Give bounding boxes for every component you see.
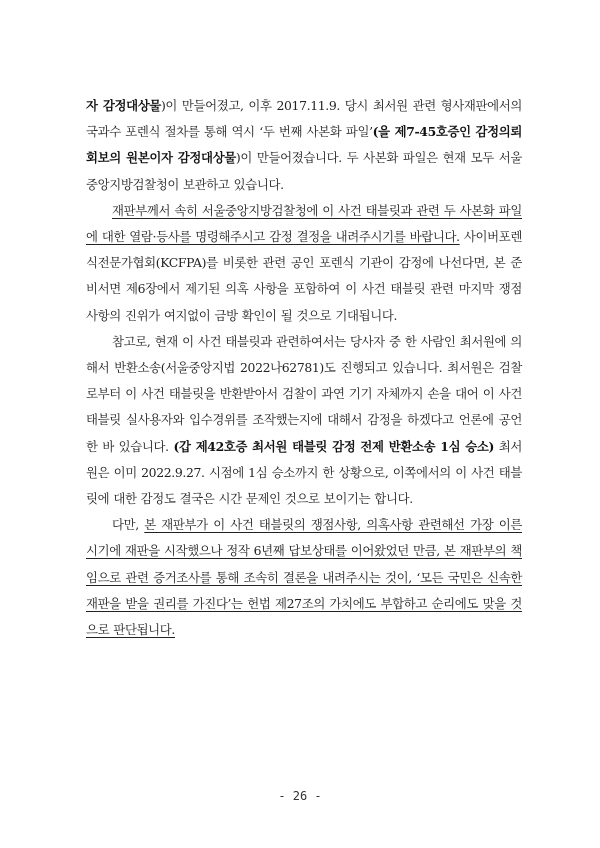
body-text [86,93,522,643]
paragraph-4 [86,512,522,643]
text-run: )이 만들어졌습니다. 두 사본화 파일은 현재 모두 서울중앙지방검찰청이 보관하고 있습니다. [86,150,522,192]
underlined-conclusion: 본 재판부가 이 사건 태블릿의 쟁점사항, 의혹사항 관련해선 가장 이른 시기에 재판을 시작했으나 정작 6년째 답보상태를 이어왔었던 만큼, 본 재판부의 책임으로 관련 증거조사를 통해 조속히 결론을 내려주시는 것이, ‘모든 국민은 신속한 재판을 받을 권리를 가진다’는 헌법 제27조의 가치에도 부합하고 순리에도 맞을 것으로 판단됩니다. [86,517,523,638]
evidence-reference: (을 제7-45호증인 감정의뢰 회보의 원본이자 감정대상물 [86,124,522,166]
text-run: 사이버포렌식전문가협회(KCFPA)를 비롯한 관련 공인 포렌식 기관이 감정에 나선다면, 본 준비서면 제6장에서 제기된 의혹 사항을 포함하여 이 사건 태블릿 관련 마지막 쟁점 사항의 진위가 여지없이 금방 확인이 될 것으로 기대됩니다. [86,229,523,323]
evidence-reference: (갑 제42호증 최서원 태블릿 감정 전제 반환소송 1심 승소) [173,438,495,454]
page-number: - 26 - [278,789,322,803]
paragraph-3 [86,329,522,512]
text-run: 참고로, 현재 이 사건 태블릿과 관련하여서는 당사자 중 한 사람인 최서원에 의해서 반환소송(서울중앙지법 2022나62781)도 진행되고 있습니다. 최서원은 검찰로부터 이 사건 태블릿을 반환받아서 검찰이 과연 기기 자체까지 손을 대어 이 사건 태블릿 실사용자와 입수경위를 조작했는지에 대해서 감정을 하겠다고 언론에 공언한 바 있습니다. [86,333,522,454]
text-run: )이 만들어졌고, 이후 2017.11.9. 당시 최서원 관련 형사재판에서의 국과수 포렌식 절차를 통해 역시 ‘두 번째 사본화 파일’ [86,98,522,140]
paragraph-2 [86,198,522,329]
text-run: 최서원은 이미 2022.9.27. 시점에 1심 승소까지 한 상황으로, 이쪽에서의 이 사건 태블릿에 대한 감정도 결국은 시간 문제인 것으로 보이기는 합니다. [86,438,523,507]
text-run: 다만, [112,517,145,533]
paragraph-1 [86,93,522,198]
bold-phrase: 자 감정대상물 [86,98,161,113]
underlined-request: 재판부께서 속히 서울중앙지방검찰청에 이 사건 태블릿과 관련 두 사본화 파일에 대한 열람·등사를 명령해주시고 감정 결정을 내려주시기를 바랍니다. [86,202,522,245]
